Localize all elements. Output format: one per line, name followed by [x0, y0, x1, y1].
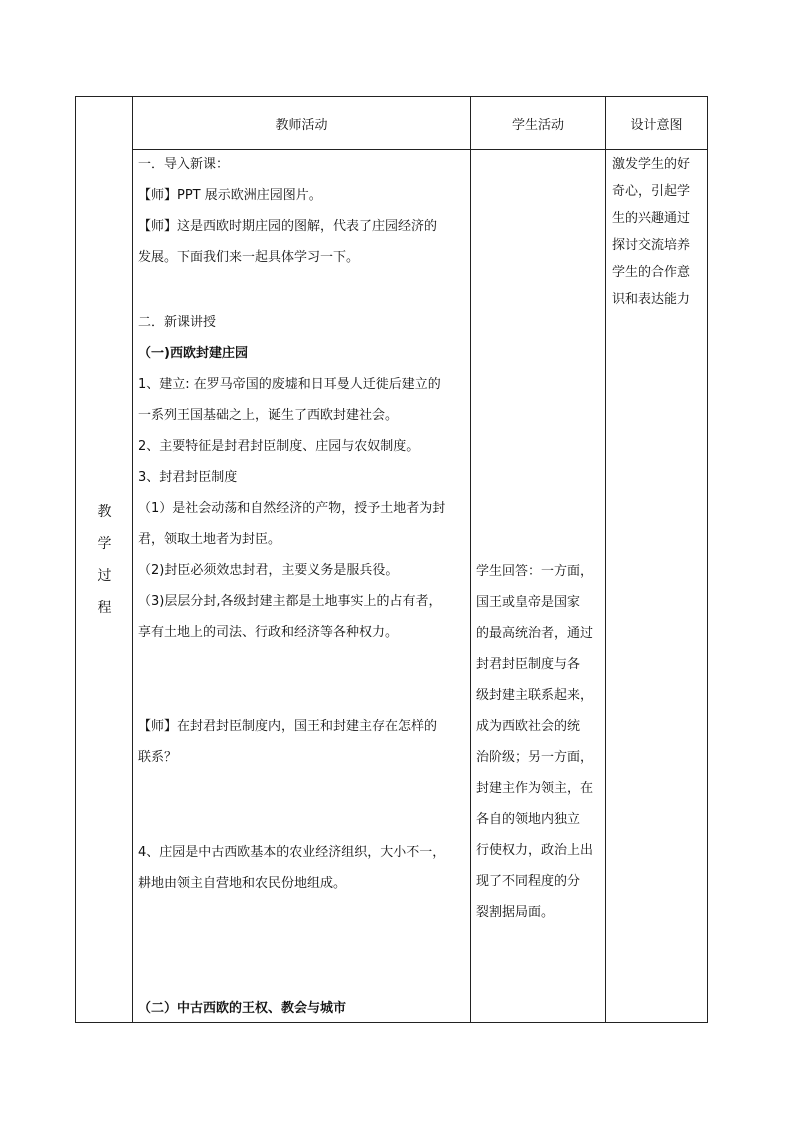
student-line: 治阶级；另一方面，	[476, 750, 594, 765]
design-line: 生的兴趣通过	[612, 211, 691, 226]
section-heading: （二）中古西欧的王权、教会与城市	[138, 1001, 347, 1016]
teacher-line: （2)封臣必须效忠封君，主要义务是服兵役。	[138, 563, 399, 578]
teacher-line: 4、庄园是中古西欧基本的农业经济组织，大小不一，	[138, 845, 446, 860]
student-line: 成为西欧社会的统	[476, 719, 581, 734]
header-teacher-activity	[133, 97, 470, 149]
design-line: 识和表达能力	[612, 292, 691, 307]
student-line: 学生回答：一方面，	[476, 564, 594, 579]
student-line: 级封建主联系起来，	[476, 688, 594, 703]
student-line: 裂割据局面。	[476, 905, 555, 920]
teacher-line: 2、主要特征是封君封臣制度、庄园与农奴制度。	[138, 439, 420, 454]
teacher-line: （3)层层分封,各级封建主都是土地事实上的占有者，	[138, 594, 442, 609]
header-teacher-label: 教师活动	[275, 117, 328, 133]
student-line: 现了不同程度的分	[476, 874, 581, 889]
header-design-label: 设计意图	[630, 117, 683, 133]
student-line: 国王或皇帝是国家	[476, 595, 581, 610]
section-heading: （一)西欧封建庄园	[138, 346, 248, 361]
column-divider	[470, 97, 471, 1022]
student-line: 的最高统治者，通过	[476, 626, 594, 641]
teacher-line: 享有土地上的司法、行政和经济等各种权力。	[138, 625, 399, 640]
teacher-line: 1、建立: 在罗马帝国的废墟和日耳曼人迁徙后建立的	[138, 377, 441, 392]
column-divider	[605, 97, 606, 1022]
side-label: 教学过程	[97, 503, 112, 616]
teacher-line: （1）是社会动荡和自然经济的产物，授予土地者为封	[138, 501, 446, 516]
design-line: 学生的合作意	[612, 265, 691, 280]
header-student-label: 学生活动	[511, 117, 564, 133]
student-line: 各自的领地内独立	[476, 812, 581, 827]
header-student-activity	[471, 97, 605, 149]
teacher-line: 二．新课讲授	[138, 315, 217, 330]
design-line: 奇心，引起学	[612, 184, 691, 199]
teacher-line: 【师】PPT 展示欧洲庄园图片。	[138, 188, 322, 203]
teacher-line: 3、封君封臣制度	[138, 470, 238, 485]
teacher-line: 君，领取土地者为封臣。	[138, 532, 282, 547]
teacher-line: 一．导入新课：	[138, 157, 230, 172]
student-line: 封建主作为领主，在	[476, 781, 594, 796]
header-divider	[132, 149, 707, 150]
teacher-line: 发展。下面我们来一起具体学习一下。	[138, 250, 360, 265]
teacher-line: 联系？	[138, 750, 178, 765]
teacher-line: 一系列王国基础之上，诞生了西欧封建社会。	[138, 408, 399, 423]
header-design-intent	[606, 97, 707, 149]
student-line: 行使权力，政治上出	[476, 843, 594, 858]
teacher-line: 耕地由领主自营地和农民份地组成。	[138, 876, 347, 891]
teacher-line: 【师】在封君封臣制度内，国王和封建主存在怎样的	[138, 719, 438, 734]
side-label-cell	[76, 97, 133, 1022]
student-line: 封君封臣制度与各	[476, 657, 581, 672]
lesson-plan-table	[75, 96, 708, 1023]
design-line: 激发学生的好	[612, 157, 691, 172]
design-line: 探讨交流培养	[612, 238, 691, 253]
teacher-line: 【师】这是西欧时期庄园的图解，代表了庄园经济的	[138, 219, 438, 234]
